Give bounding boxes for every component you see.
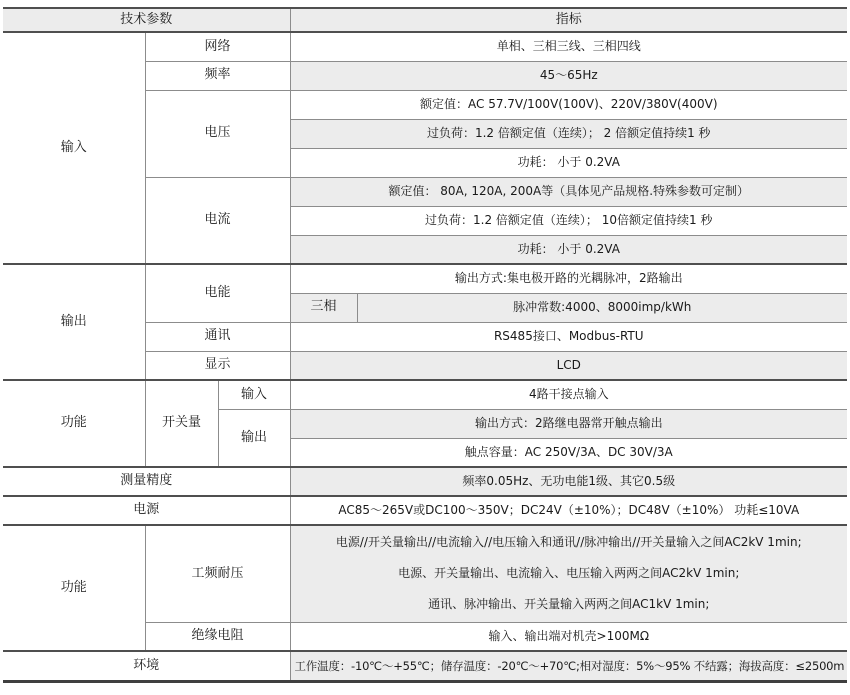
cell-voltage-rated: 额定值：AC 57.7V/100V(100V)、220V/380V(400V) [290, 90, 847, 119]
row-energy-mode [3, 264, 847, 293]
cell-power-supply-label: 电源 [3, 496, 290, 525]
cell-current-rated: 额定值： 80A, 120A, 200A等（具体见产品规格.特殊参数可定制） [290, 177, 847, 206]
header-tech-params: 技术参数 [3, 8, 290, 32]
cell-insulation-label: 绝缘电阻 [145, 622, 290, 651]
cell-three-phase: 三相 [290, 293, 357, 322]
row-switch-input [3, 380, 847, 409]
cell-function2-label: 功能 [3, 525, 145, 651]
row-environment [3, 651, 847, 681]
row-network [3, 32, 847, 61]
cell-frequency-value: 45～65Hz [290, 61, 847, 90]
cell-switch-label: 开关量 [145, 380, 218, 467]
cell-frequency-label: 频率 [145, 61, 290, 90]
cell-insulation-value: 输入、输出端对机壳>100MΩ [290, 622, 847, 651]
cell-energy-mode: 输出方式:集电极开路的光耦脉冲，2路输出 [290, 264, 847, 293]
cell-comm-value: RS485接口、Modbus-RTU [290, 322, 847, 351]
technical-parameters-table [3, 7, 847, 683]
cell-voltage-label: 电压 [145, 90, 290, 177]
cell-power-supply-value: AC85～265V或DC100～350V；DC24V（±10%）；DC48V（±10%） 功耗≤10VA [290, 496, 847, 525]
cell-switch-output-capacity: 触点容量：AC 250V/3A、DC 30V/3A [290, 438, 847, 467]
cell-environment-label: 环境 [3, 651, 290, 681]
cell-function-label: 功能 [3, 380, 145, 467]
cell-comm-label: 通讯 [145, 322, 290, 351]
cell-voltage-overload: 过负荷：1.2 倍额定值（连续）； 2 倍额定值持续1 秒 [290, 119, 847, 148]
cell-current-label: 电流 [145, 177, 290, 264]
withstand-line-3: 通讯、脉冲输出、开关量输入两两之间AC1kV 1min; [428, 597, 710, 612]
withstand-line-2: 电源、开关量输出、电流输入、电压输入两两之间AC2kV 1min; [398, 566, 740, 581]
cell-accuracy-value: 频率0.05Hz、无功电能1级、其它0.5级 [290, 467, 847, 496]
cell-withstand-value [290, 525, 847, 622]
cell-switch-output-mode: 输出方式：2路继电器常开触点输出 [290, 409, 847, 438]
cell-network-value: 单相、三相三线、三相四线 [290, 32, 847, 61]
row-power-supply [3, 496, 847, 525]
cell-accuracy-label: 测量精度 [3, 467, 290, 496]
header-row [3, 8, 847, 32]
cell-energy-label: 电能 [145, 264, 290, 322]
cell-voltage-power: 功耗： 小于 0.2VA [290, 148, 847, 177]
cell-input-label: 输入 [3, 32, 145, 264]
cell-display-value: LCD [290, 351, 847, 380]
withstand-line-1: 电源//开关量输出//电流输入//电压输入和通讯//脉冲输出//开关量输入之间AC2kV 1min; [335, 535, 802, 550]
cell-network-label: 网络 [145, 32, 290, 61]
row-accuracy [3, 467, 847, 496]
cell-display-label: 显示 [145, 351, 290, 380]
cell-switch-input-value: 4路干接点输入 [290, 380, 847, 409]
cell-switch-output-label: 输出 [218, 409, 290, 467]
cell-current-power: 功耗： 小于 0.2VA [290, 235, 847, 264]
cell-switch-input-label: 输入 [218, 380, 290, 409]
cell-output-label: 输出 [3, 264, 145, 380]
cell-withstand-label: 工频耐压 [145, 525, 290, 622]
cell-environment-value: 工作温度：-10℃～+55℃；储存温度：-20℃～+70℃;相对湿度：5%～95% 不结露；海拔高度：≤2500m [290, 651, 847, 681]
row-withstand [3, 525, 847, 622]
header-indicator: 指标 [290, 8, 847, 32]
cell-pulse-constant: 脉冲常数:4000、8000imp/kWh [357, 293, 847, 322]
cell-current-overload: 过负荷：1.2 倍额定值（连续）； 10倍额定值持续1 秒 [290, 206, 847, 235]
